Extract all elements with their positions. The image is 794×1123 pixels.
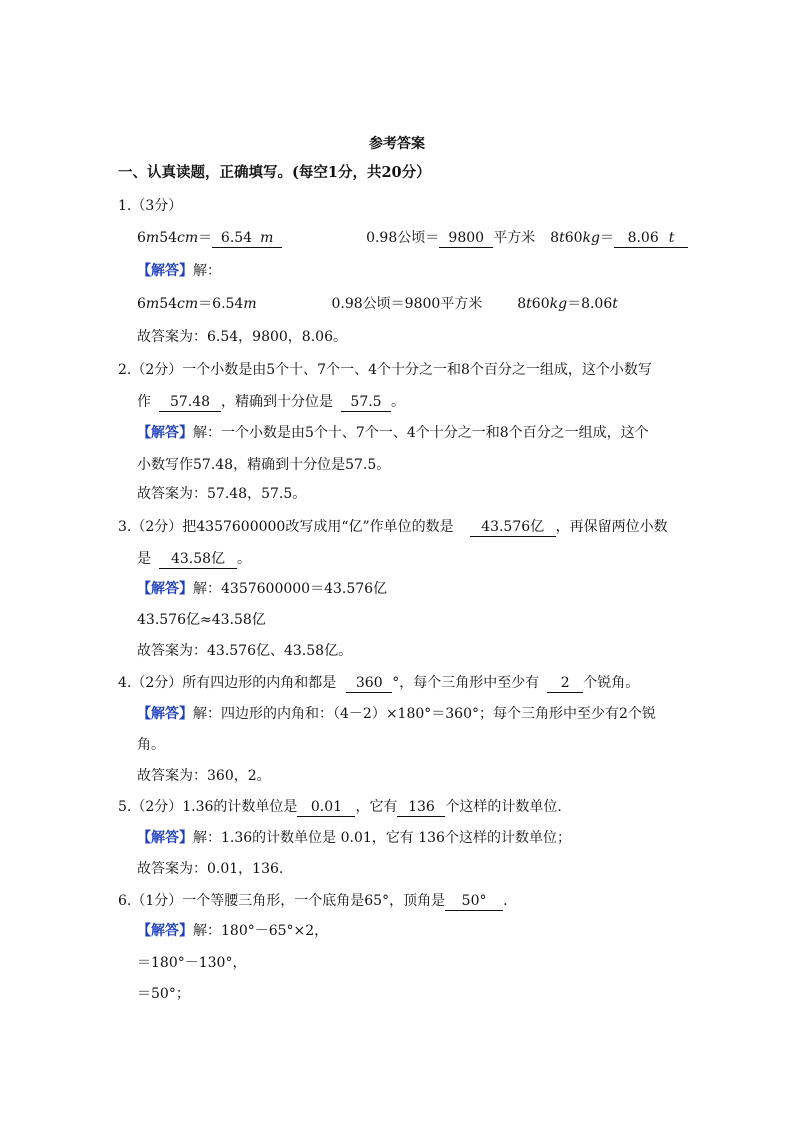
q3-answer-2: 43.58亿 xyxy=(159,551,237,569)
solution-tag: 【解答】 xyxy=(137,425,193,441)
q4-answer-summary: 故答案为：360，2。 xyxy=(137,768,271,784)
q3-answer-summary: 故答案为：43.576亿、43.58亿。 xyxy=(137,643,353,659)
q1-answer-3: 8.06 t xyxy=(614,230,688,248)
q2-solution-2: 小数写作57.48，精确到十分位是57.5。 xyxy=(137,457,391,473)
solution-tag: 【解答】 xyxy=(137,923,193,939)
q2-line-1: 2.（2分）一个小数是由5个十、7个一、4个十分之一和8个百分之一组成，这个小数写 xyxy=(118,362,652,378)
q6-solution-1: 【解答】解：180°－65°×2， xyxy=(137,923,329,939)
page-title: 参考答案 xyxy=(369,136,425,152)
q5-answer-1: 0.01 xyxy=(297,799,355,817)
solution-tag: 【解答】 xyxy=(137,581,193,597)
q2-line-2: 作 57.48 ，精确到十分位是 57.5 。 xyxy=(137,394,405,410)
q3-solution-1: 【解答】解：4357600000＝43.576亿 xyxy=(137,581,388,597)
q1-solution-head: 【解答】解： xyxy=(137,263,221,279)
solution-tag: 【解答】 xyxy=(137,706,193,722)
q5-answer-2: 136 xyxy=(397,799,445,817)
q6-answer-1: 50° xyxy=(445,893,503,911)
solution-tag: 【解答】 xyxy=(137,263,193,279)
q3-answer-1: 43.576亿 xyxy=(470,519,556,537)
q2-answer-2: 57.5 xyxy=(341,394,391,412)
q2-solution-1: 【解答】解：一个小数是由5个十、7个一、4个十分之一和8个百分之一组成，这个 xyxy=(137,425,649,441)
q1-number: 1.（3分） xyxy=(118,198,183,214)
q4-answer-2: 2 xyxy=(547,675,583,693)
q3-solution-2: 43.576亿≈43.58亿 xyxy=(137,612,266,628)
q1-problem-line: 6m54cm＝ 6.54 m 0.98公顷＝ 9800 平方米 8t60kg＝ 8.06 t xyxy=(137,228,688,248)
q5-line-1: 5.（2分）1.36的计数单位是 0.01 ，它有 136 个这样的计数单位. xyxy=(118,799,562,815)
q4-solution-1: 【解答】解：四边形的内角和：（4－2）×180°＝360°；每个三角形中至少有2个锐 xyxy=(137,706,656,722)
q6-solution-3: ＝50°； xyxy=(137,986,190,1002)
q4-line-1: 4.（2分）所有四边形的内角和都是 360 °，每个三角形中至少有 2 个锐角。 xyxy=(118,675,640,691)
q5-answer-summary: 故答案为：0.01，136. xyxy=(137,861,284,877)
q6-solution-2: ＝180°－130°， xyxy=(137,955,247,971)
q5-solution-1: 【解答】解：1.36的计数单位是 0.01，它有 136个这样的计数单位； xyxy=(137,830,571,846)
q1-answer-2: 9800 xyxy=(439,230,493,248)
q3-line-1: 3.（2分）把4357600000改写成用“亿”作单位的数是 43.576亿 ，再保留两位小数 xyxy=(118,519,668,535)
solution-tag: 【解答】 xyxy=(137,830,193,846)
q3-line-2: 是 43.58亿 。 xyxy=(137,551,251,567)
q2-answer-1: 57.48 xyxy=(159,394,221,412)
q1-answer-summary: 故答案为：6.54，9800，8.06。 xyxy=(137,329,347,345)
q1-solution-line: 6m54cm＝6.54m 0.98公顷＝9800平方米 8t60kg＝8.06t xyxy=(137,296,618,312)
q2-answer-summary: 故答案为：57.48，57.5。 xyxy=(137,486,307,502)
q4-answer-1: 360 xyxy=(346,675,392,693)
section-heading-1: 一、认真读题，正确填写。(每空1分，共20分） xyxy=(118,164,431,181)
q1-answer-1: 6.54 m xyxy=(212,230,282,248)
q4-solution-2: 角。 xyxy=(137,737,165,753)
q6-line-1: 6.（1分）一个等腰三角形，一个底角是65°，顶角是 50° . xyxy=(118,893,508,909)
